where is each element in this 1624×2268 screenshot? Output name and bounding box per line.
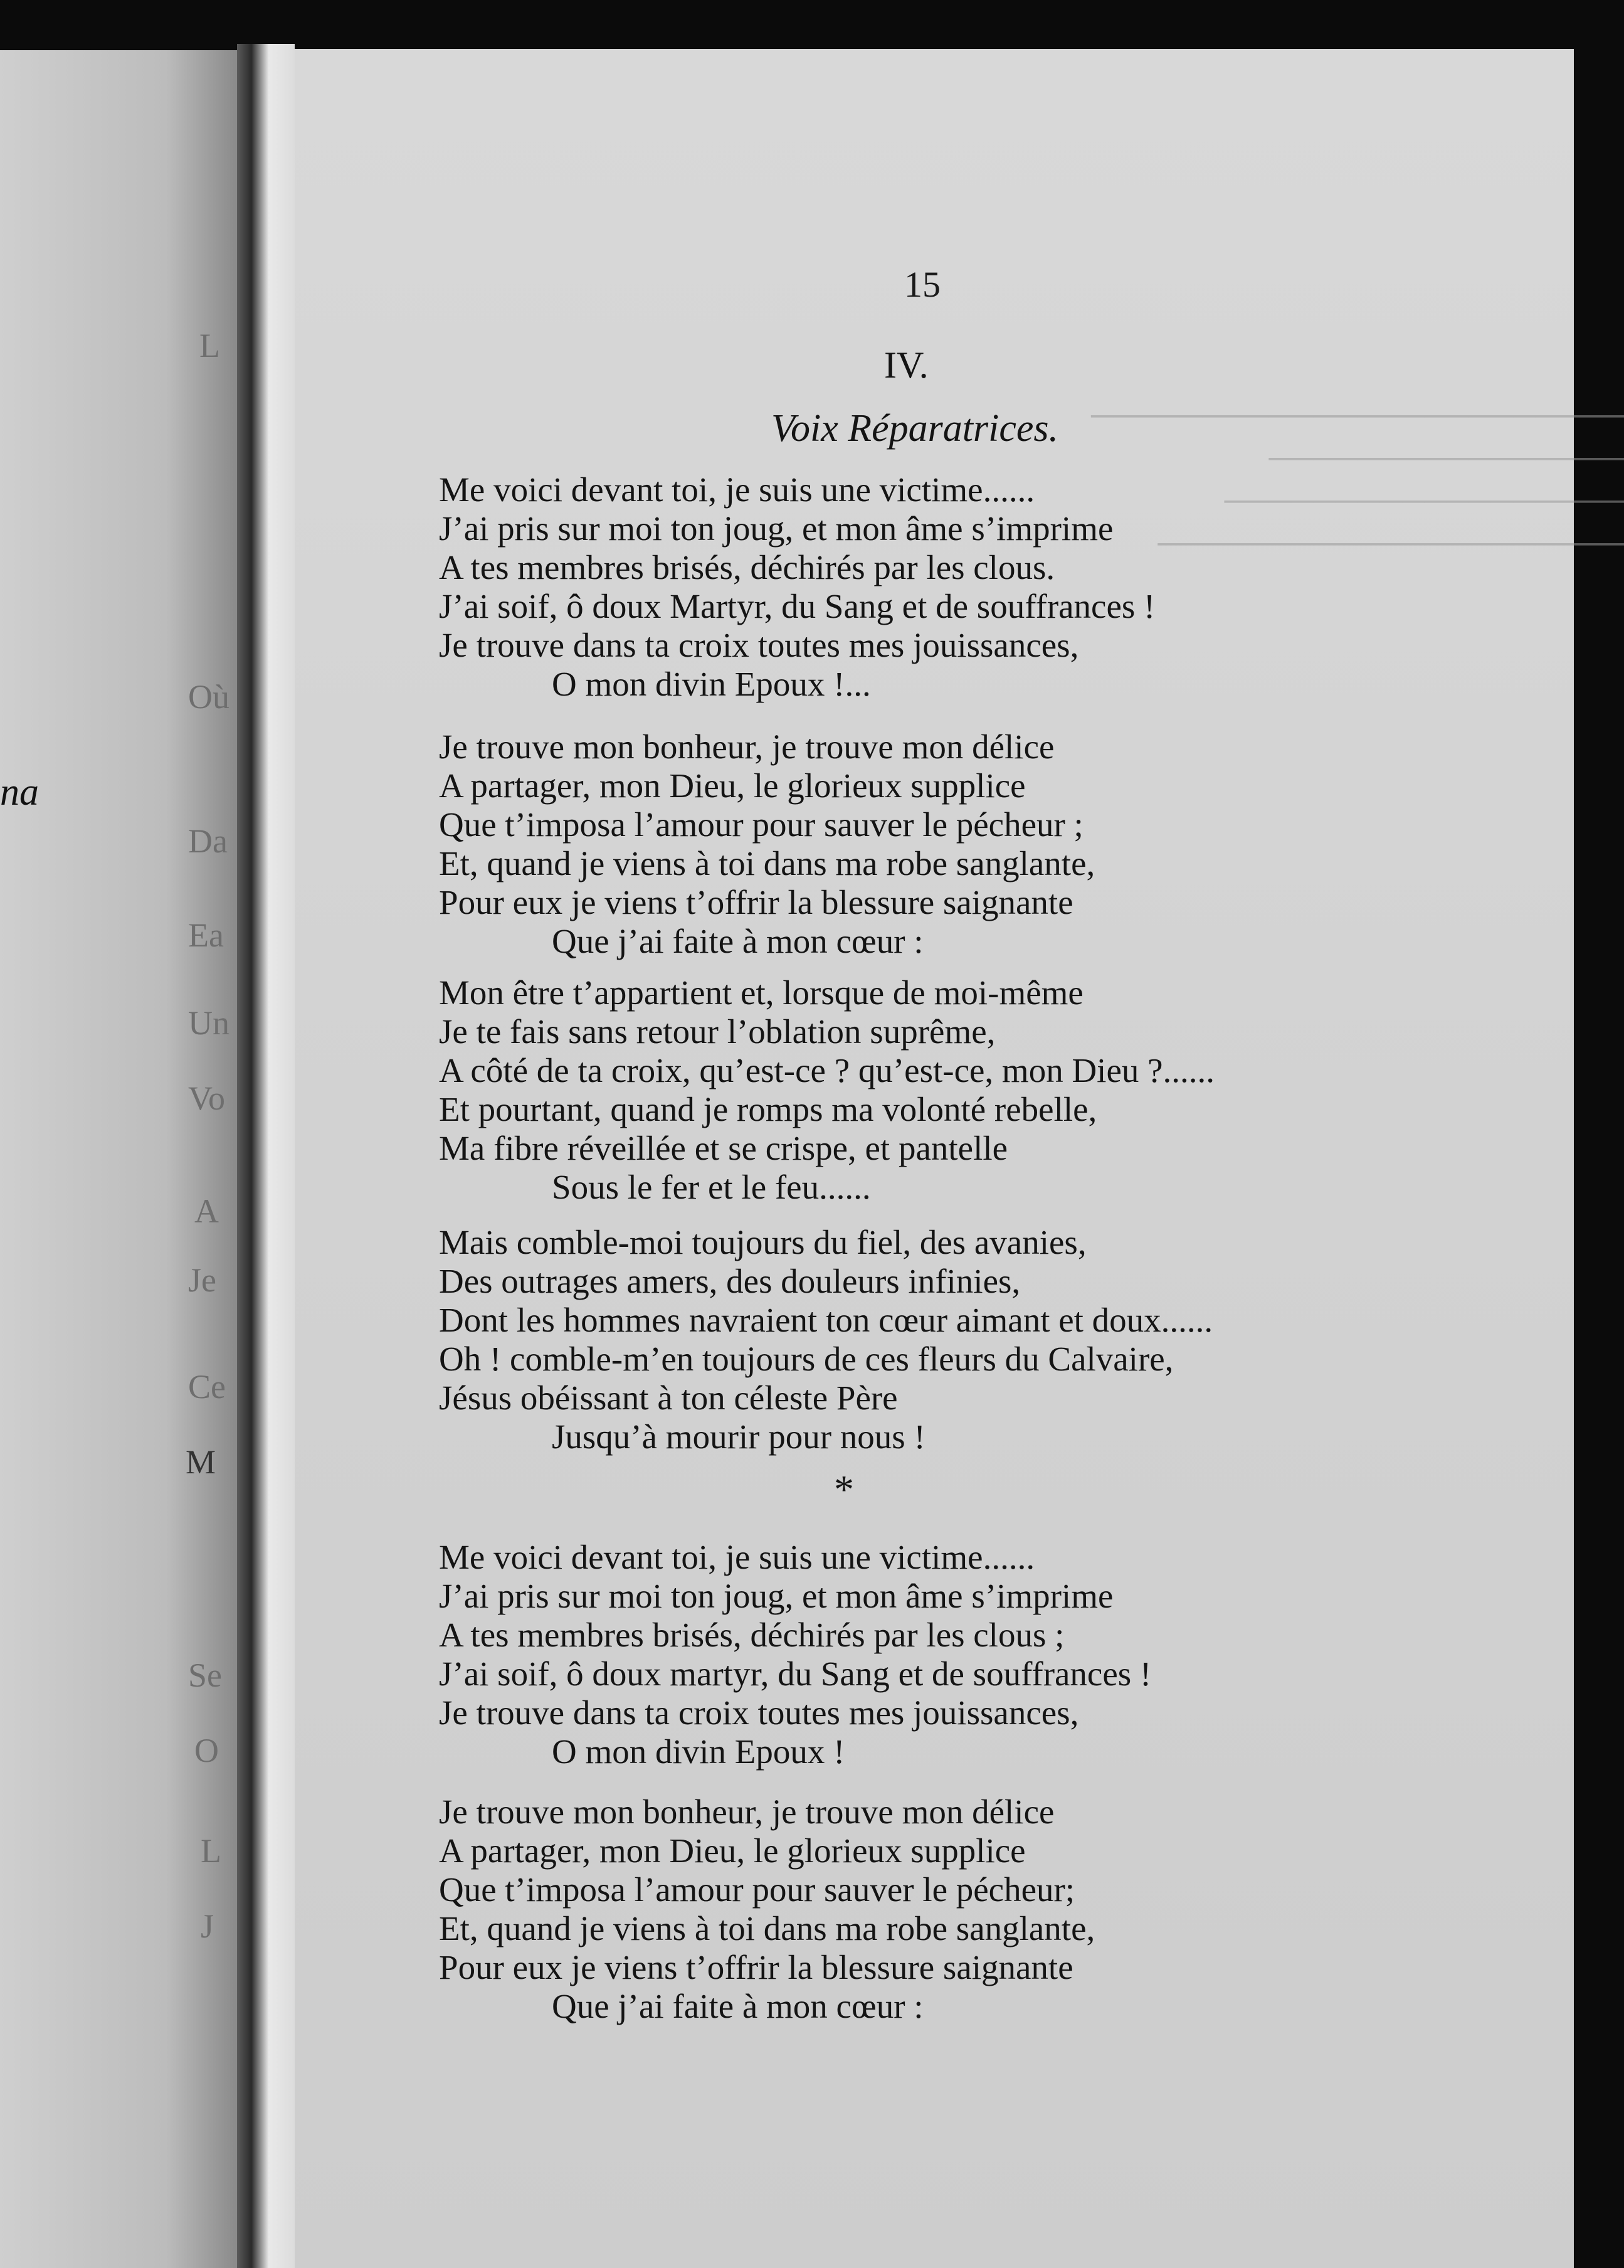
verse-line: Je trouve dans ta croix toutes mes jouissances, bbox=[439, 626, 1079, 664]
verse-line: Et, quand je viens à toi dans ma robe sanglante, bbox=[439, 1909, 1095, 1947]
verse-line: Me voici devant toi, je suis une victime...... bbox=[439, 470, 1035, 509]
show-through-texture: ──────────────────────── ──────────────── ────────────────── ───────────────────── bbox=[1091, 398, 1624, 561]
verse-line: Oh ! comble-m’en toujours de ces fleurs du Calvaire, bbox=[439, 1340, 1174, 1378]
left-page-fragment: O bbox=[194, 1732, 219, 1769]
verse-line: Et, quand je viens à toi dans ma robe sanglante, bbox=[439, 844, 1095, 882]
refrain-line: Sous le fer et le feu...... bbox=[552, 1168, 871, 1206]
left-page-fragment: na bbox=[0, 771, 39, 813]
stanza bbox=[439, 973, 1215, 1207]
verse-line: Je trouve dans ta croix toutes mes jouissances, bbox=[439, 1693, 1079, 1732]
verse-line: J’ai soif, ô doux martyr, du Sang et de souffrances ! bbox=[439, 1655, 1152, 1693]
verse-line: Des outrages amers, des douleurs infinies, bbox=[439, 1262, 1021, 1300]
left-page-fragment: Où bbox=[188, 678, 229, 716]
page-number: 15 bbox=[904, 264, 941, 305]
section-separator: * bbox=[834, 1467, 854, 1512]
refrain-line: O mon divin Epoux !... bbox=[552, 665, 871, 703]
stanza bbox=[439, 728, 1095, 961]
left-page-fragment: Ea bbox=[188, 916, 224, 954]
verse-line: Jésus obéissant à ton céleste Père bbox=[439, 1379, 898, 1417]
left-page-fragment: Ce bbox=[188, 1368, 226, 1406]
verse-line: A côté de ta croix, qu’est-ce ? qu’est-ce, mon Dieu ?...... bbox=[439, 1051, 1215, 1089]
refrain-line: Que j’ai faite à mon cœur : bbox=[552, 1987, 924, 2025]
left-page-fragment: M bbox=[186, 1443, 216, 1481]
stanza bbox=[439, 470, 1155, 704]
verse-line: Mon être t’appartient et, lorsque de moi-même bbox=[439, 973, 1084, 1012]
refrain-line: Que j’ai faite à mon cœur : bbox=[552, 922, 924, 960]
left-page-fragment: J bbox=[201, 1907, 214, 1945]
refrain-line: Jusqu’à mourir pour nous ! bbox=[552, 1417, 925, 1456]
verse-line: A partager, mon Dieu, le glorieux supplice bbox=[439, 766, 1026, 805]
verse-line: A tes membres brisés, déchirés par les clous. bbox=[439, 548, 1055, 586]
section-number: IV. bbox=[884, 344, 929, 386]
verse-line: Que t’imposa l’amour pour sauver le pécheur ; bbox=[439, 805, 1084, 844]
section-title: Voix Réparatrices. bbox=[771, 407, 1059, 450]
stanza bbox=[439, 1223, 1213, 1456]
verse-line: Mais comble-moi toujours du fiel, des avanies, bbox=[439, 1223, 1087, 1261]
stanza bbox=[439, 1538, 1151, 1771]
left-page-fragment: Da bbox=[188, 822, 228, 860]
verse-line: Je trouve mon bonheur, je trouve mon délice bbox=[439, 1793, 1055, 1831]
verse-line: Ma fibre réveillée et se crispe, et pantelle bbox=[439, 1129, 1008, 1167]
verse-line: Je trouve mon bonheur, je trouve mon délice bbox=[439, 728, 1055, 766]
left-page-fragment: A bbox=[194, 1192, 219, 1230]
refrain-line: O mon divin Epoux ! bbox=[552, 1732, 845, 1771]
verse-line: Et pourtant, quand je romps ma volonté rebelle, bbox=[439, 1090, 1097, 1128]
verse-line: Je te fais sans retour l’oblation suprême, bbox=[439, 1012, 996, 1051]
left-page-fragment: Un bbox=[188, 1004, 229, 1042]
verse-line: A partager, mon Dieu, le glorieux supplice bbox=[439, 1831, 1026, 1870]
left-page-fragment: Je bbox=[188, 1261, 216, 1299]
left-page-fragment: L bbox=[199, 327, 220, 364]
left-page-fragment: Vo bbox=[188, 1079, 226, 1117]
verse-line: J’ai pris sur moi ton joug, et mon âme s’imprime bbox=[439, 1577, 1114, 1615]
verse-line: Me voici devant toi, je suis une victime...... bbox=[439, 1538, 1035, 1576]
book-gutter bbox=[237, 44, 295, 2268]
verse-line: Que t’imposa l’amour pour sauver le pécheur; bbox=[439, 1870, 1075, 1909]
verse-line: J’ai soif, ô doux Martyr, du Sang et de souffrances ! bbox=[439, 587, 1156, 625]
left-page-fragment: L bbox=[201, 1832, 221, 1870]
stanza bbox=[439, 1793, 1095, 2026]
verse-line: A tes membres brisés, déchirés par les clous ; bbox=[439, 1616, 1065, 1654]
left-page-fragment: Se bbox=[188, 1656, 222, 1694]
left-page-edge bbox=[0, 50, 237, 2268]
verse-line: Pour eux je viens t’offrir la blessure saignante bbox=[439, 1948, 1073, 1986]
verse-line: Pour eux je viens t’offrir la blessure saignante bbox=[439, 883, 1073, 921]
verse-line: Dont les hommes navraient ton cœur aimant et doux...... bbox=[439, 1301, 1213, 1339]
verse-line: J’ai pris sur moi ton joug, et mon âme s’imprime bbox=[439, 509, 1114, 548]
